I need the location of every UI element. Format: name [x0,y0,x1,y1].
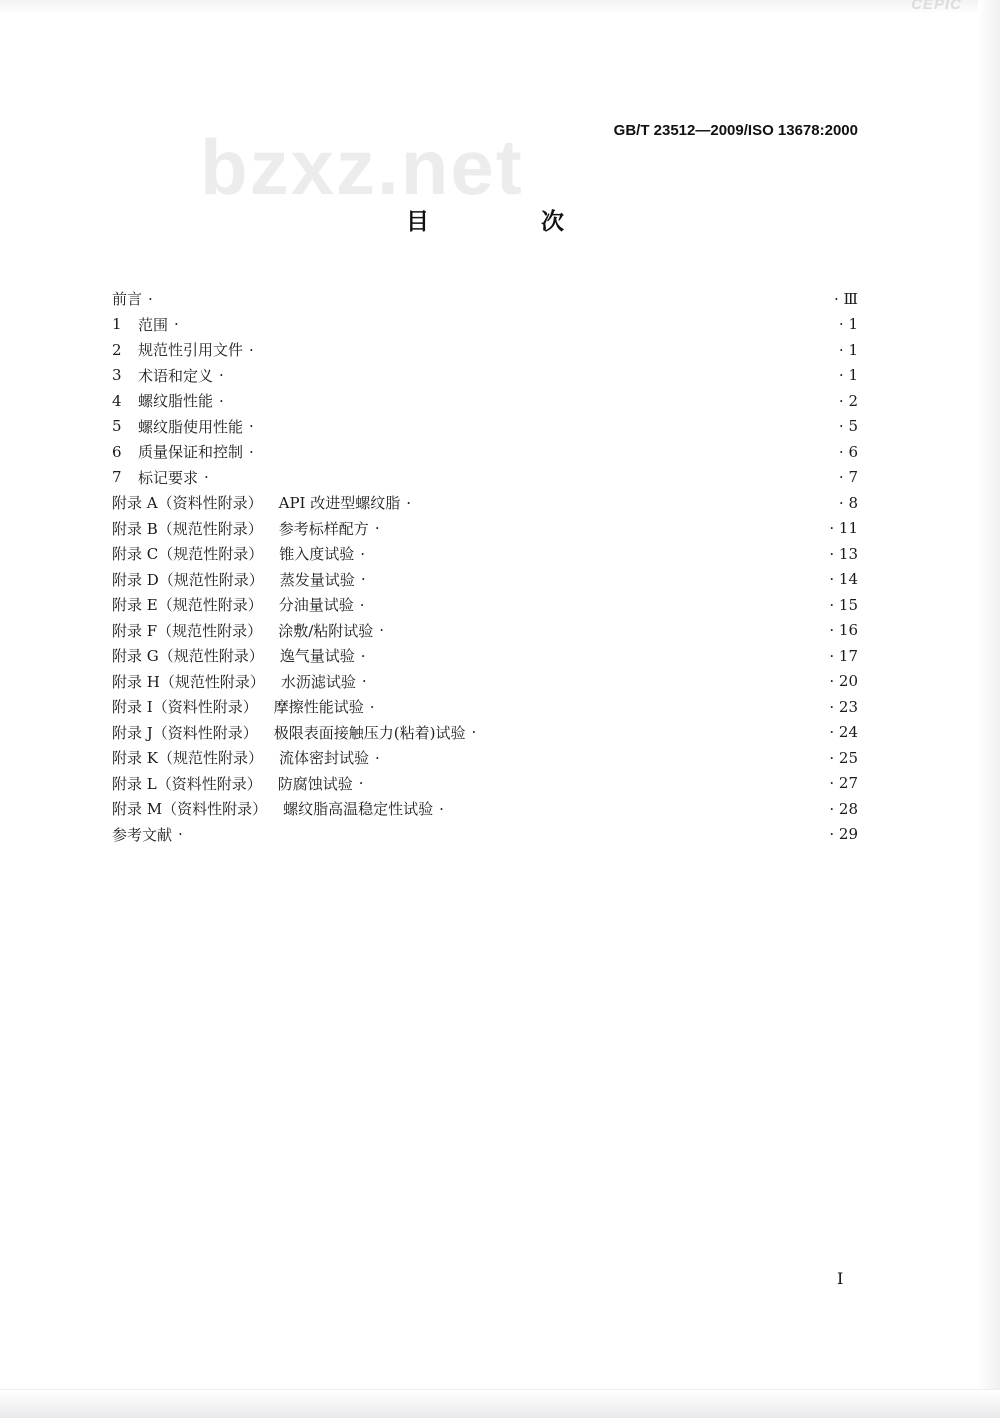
toc-entry-page [839,494,858,512]
toc-page-dot: · [829,748,839,767]
toc-entry-annex-label: 附录 M（资料性附录） [112,800,268,819]
toc-entry-page [829,519,858,537]
toc-page-dot: · [838,366,849,385]
toc-entry-page [839,468,858,486]
toc-entry-title: 参考文献 [112,825,173,844]
toc-entry-page [839,392,858,410]
toc-page-number: 28 [838,799,858,818]
toc-entry[interactable] [112,694,858,720]
toc-leader-dot: · [375,748,380,767]
toc-entry-title: 蒸发量试验 [279,570,355,589]
toc-leader-dot: · [471,723,477,742]
toc-page-dot: · [838,417,849,436]
toc-entry-page [839,315,858,333]
toc-page-number: 8 [848,493,858,512]
toc-entry-page [834,290,858,308]
toc-page-number: 15 [838,595,858,614]
page-title: 目 次 [405,209,616,235]
scan-right-edge [978,0,1000,1418]
toc-entry-annex-label: 附录 K（规范性附录） [112,749,263,768]
toc-entry-number: 5 [112,417,122,436]
toc-entry-page [829,570,858,588]
toc-entry-annex-label: 附录 A（资料性附录） [112,494,263,513]
scan-top-edge [0,0,1000,14]
toc-entry[interactable] [112,618,858,644]
toc-entry-title: 螺纹脂高温稳定性试验 [283,800,434,819]
toc-leader-dot: · [219,391,224,410]
toc-entry-annex-label: 附录 I（资料性附录） [112,698,258,717]
toc-leader-dot: · [204,468,209,487]
toc-entry-title: API 改进型螺纹脂 [278,494,401,513]
toc-entry-title: 螺纹脂使用性能 [138,417,244,436]
toc-entry-page [829,723,858,741]
toc-entry-page [829,800,858,818]
toc-entry-annex-label: 附录 C（规范性附录） [112,545,264,564]
toc-page-dot: · [829,621,839,640]
toc-page-dot: · [829,544,839,563]
toc-entry-title: 分油量试验 [278,596,354,615]
toc-entry[interactable] [112,516,858,542]
toc-entry-title: 水沥滤试验 [280,672,356,691]
toc-entry-number: 4 [112,391,122,410]
toc-entry-title: 防腐蚀试验 [277,774,353,793]
toc-entry-title: 范围 [138,315,169,334]
toc-page-dot: · [829,672,839,691]
toc-entry-page [839,417,858,435]
toc-leader-dot: · [374,519,380,538]
toc-entry[interactable] [112,541,858,567]
toc-entry-title: 逸气量试验 [279,647,355,666]
toc-page-number: 13 [838,544,858,563]
toc-entry-title: 涂敷/粘附试验 [278,621,374,640]
toc-page-dot: · [829,570,839,589]
toc-leader-dot: · [178,825,183,844]
toc-leader-dot: · [360,646,366,665]
toc-entry[interactable] [112,745,858,771]
toc-entry-page [829,621,858,639]
toc-page-dot: · [838,493,849,512]
toc-entry[interactable] [112,414,858,440]
toc-entry[interactable] [112,643,858,669]
toc-entry-page [829,647,858,665]
toc-entry-page [829,774,858,792]
toc-entry-annex-label: 附录 G（规范性附录） [112,647,264,666]
toc-entry-page [829,825,858,843]
toc-page-number: 23 [838,697,858,716]
toc-leader-dot: · [439,799,444,818]
toc-entry[interactable] [112,312,858,338]
toc-page-number: 24 [838,723,858,742]
toc-leader-dot: · [360,544,366,563]
corner-logo: CEPIC [911,0,962,13]
toc-entry-page [829,545,858,563]
toc-entry-page [829,698,858,716]
toc-page-dot: · [829,825,839,844]
toc-page-dot: · [829,723,839,742]
toc-leader-dot: · [249,340,254,359]
toc-leader-dot: · [249,417,254,436]
toc-entry-annex-label: 附录 E（规范性附录） [112,596,263,615]
toc-entry-annex-label: 附录 J（资料性附录） [112,723,258,742]
toc-page-number: 29 [838,825,858,844]
toc-page-dot: · [833,289,844,308]
toc-entry-number: 6 [112,442,122,461]
toc-entry[interactable] [112,337,858,363]
scan-bottom-edge [0,1389,1000,1418]
toc-page-number: 5 [848,417,858,436]
toc-page-dot: · [829,646,839,665]
toc-entry-title: 前言 [112,290,143,309]
toc-page-number: 20 [838,672,858,691]
toc-entry[interactable] [112,439,858,465]
table-of-contents [112,286,858,847]
standard-number: GB/T 23512—2009/ISO 13678:2000 [613,122,858,139]
toc-page-number: Ⅲ [843,289,858,308]
toc-page-number: 1 [848,340,858,359]
toc-page-number: 14 [838,570,858,589]
toc-page-dot: · [829,519,839,538]
toc-entry-title: 参考标样配方 [278,519,369,538]
toc-page-number: 27 [838,774,858,793]
toc-entry[interactable] [112,363,858,389]
toc-entry-number: 3 [112,366,122,385]
toc-entry-title: 规范性引用文件 [138,341,244,360]
toc-leader-dot: · [358,774,364,793]
toc-page-number: 2 [848,391,858,410]
toc-page-dot: · [838,442,849,461]
toc-entry-title: 质量保证和控制 [138,443,244,462]
toc-leader-dot: · [360,570,366,589]
toc-entry-title: 螺纹脂性能 [138,392,214,411]
toc-leader-dot: · [369,697,375,716]
toc-entry-page [839,341,858,359]
toc-leader-dot: · [174,315,179,334]
toc-page-number: 7 [848,468,858,487]
toc-entry[interactable] [112,822,858,848]
toc-entry-number: 1 [112,315,122,334]
toc-page-number: 16 [838,621,858,640]
toc-entry-page [839,443,858,461]
toc-leader-dot: · [148,289,153,308]
toc-leader-dot: · [219,366,224,385]
toc-entry[interactable] [112,592,858,618]
toc-entry-annex-label: 附录 F（规范性附录） [112,621,263,640]
toc-entry-number: 7 [112,468,122,487]
toc-page-number: 17 [838,646,858,665]
toc-page-dot: · [829,595,839,614]
toc-page-number: 25 [838,748,858,767]
toc-entry[interactable] [112,490,858,516]
toc-entry-title: 术语和定义 [138,366,214,385]
toc-leader-dot: · [406,493,412,512]
toc-leader-dot: · [359,595,365,614]
toc-entry-page [829,749,858,767]
toc-entry-annex-label: 附录 H（规范性附录） [112,672,265,691]
toc-page-dot: · [829,799,839,818]
toc-entry[interactable] [112,669,858,695]
toc-entry[interactable] [112,465,858,491]
toc-entry[interactable] [112,720,858,746]
toc-entry-annex-label: 附录 D（规范性附录） [112,570,264,589]
toc-entry-page [829,596,858,614]
toc-entry-title: 流体密封试验 [278,749,369,768]
toc-entry-page [839,366,858,384]
toc-entry[interactable] [112,796,858,822]
toc-entry-title: 摩擦性能试验 [273,698,364,717]
toc-entry[interactable] [112,771,858,797]
toc-page-number: 1 [848,366,858,385]
page-number: I [837,1269,844,1288]
toc-leader-dot: · [249,442,254,461]
toc-page-dot: · [829,774,839,793]
toc-entry-annex-label: 附录 B（规范性附录） [112,519,263,538]
toc-page-number: 6 [848,442,858,461]
toc-page-number: 1 [848,315,858,334]
toc-entry-title: 极限表面接触压力(粘着)试验 [273,723,466,742]
toc-entry-annex-label: 附录 L（资料性附录） [112,774,262,793]
toc-entry-number: 2 [112,340,122,359]
toc-page-dot: · [838,340,849,359]
toc-entry[interactable] [112,567,858,593]
toc-page-dot: · [838,315,849,334]
toc-page-dot: · [838,391,849,410]
toc-page-dot: · [829,697,839,716]
toc-entry-page [829,672,858,690]
toc-leader-dot: · [361,672,367,691]
toc-entry[interactable] [112,388,858,414]
toc-entry-title: 标记要求 [138,468,199,487]
toc-page-number: 11 [838,519,858,538]
toc-leader-dot: · [379,621,385,640]
toc-page-dot: · [838,468,849,487]
toc-entry[interactable] [112,286,858,312]
toc-entry-title: 锥入度试验 [279,545,355,564]
watermark: bzxz.net [200,123,524,211]
